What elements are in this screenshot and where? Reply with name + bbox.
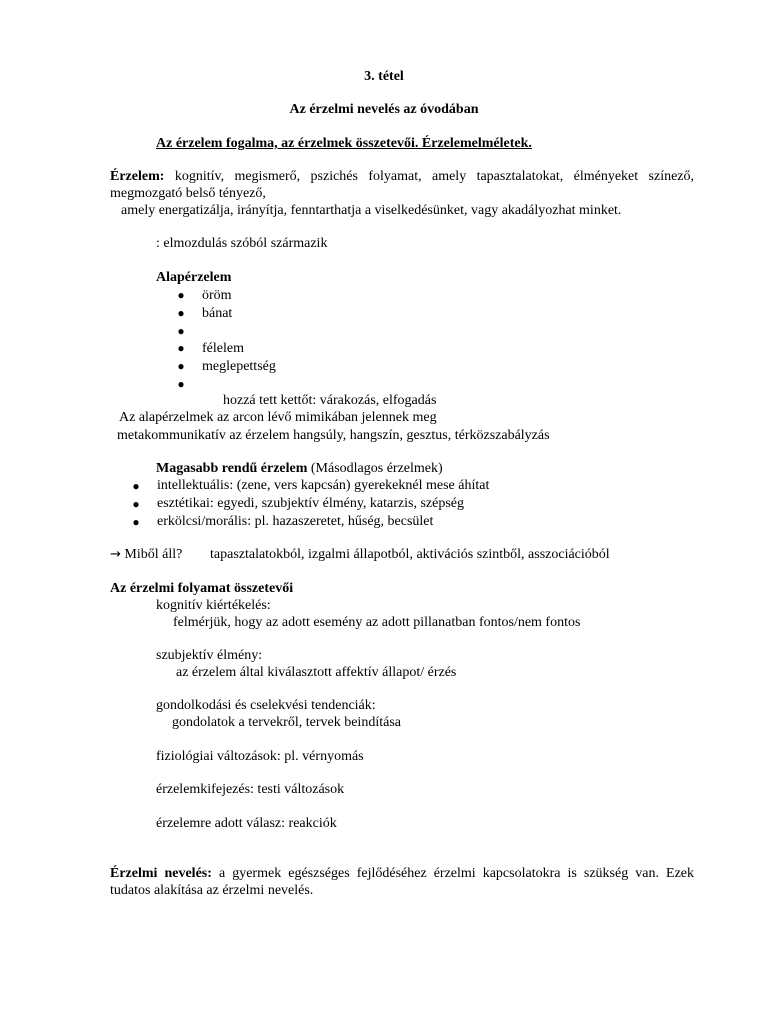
list-item: bánat (202, 306, 233, 321)
process-component: érzelemre adott válasz: reakciók (156, 816, 337, 831)
list-item: meglepettség (202, 359, 276, 374)
process-component: szubjektív élmény: (156, 648, 263, 663)
metacommunication-note: metakommunikatív az érzelem hangsúly, hangszín, gesztus, térközszabályzás (117, 428, 550, 443)
process-component: kognitív kiértékelés: (156, 598, 271, 613)
process-detail: gondolatok a tervekről, tervek beindítása (172, 715, 401, 730)
face-note: Az alapérzelmek az arcon lévő mimikában jelennek meg (119, 410, 437, 425)
bullet-icon: ● (177, 288, 185, 302)
education-text: a gyermek egészséges fejlődéséhez érzelmi kapcsolatokra is szükség van. Ezek tudatos alakítása az érzelmi nevelés. (110, 866, 695, 898)
bullet-icon: ● (132, 515, 140, 529)
list-item: félelem (202, 341, 244, 356)
added-emotions-note: hozzá tett kettőt: várakozás, elfogadás (223, 393, 437, 408)
process-heading: Az érzelmi folyamat összetevői (110, 581, 294, 596)
definition-paragraph (110, 168, 694, 202)
arrow-right-icon: → (110, 547, 121, 562)
education-term: Érzelmi nevelés: (110, 866, 212, 881)
composition-question: Miből áll? (124, 547, 183, 562)
bullet-icon: ● (177, 341, 185, 355)
list-item: intellektuális: (zene, vers kapcsán) gyerekeknél mese áhítat (157, 478, 490, 493)
process-detail: az érzelem által kiválasztott affektív állapot/ érzés (176, 665, 457, 680)
definition-line3: amely energatizálja, irányítja, fenntarthatja a viselkedésünket, vagy akadályozhat minket. (121, 203, 622, 218)
process-component: fiziológiai változások: pl. vérnyomás (156, 749, 364, 764)
item-number: 3. tétel (364, 69, 404, 84)
bullet-icon: ● (177, 324, 185, 338)
bullet-icon: ● (177, 359, 185, 373)
higher-heading-paren: (Másodlagos érzelmek) (310, 461, 443, 476)
bullet-icon: ● (132, 479, 140, 493)
list-item: erkölcsi/morális: pl. hazaszeretet, hűség, becsület (157, 514, 434, 529)
higher-heading-bold: Magasabb rendű érzelem (156, 461, 308, 476)
bullet-icon: ● (177, 306, 185, 320)
composition-line (110, 546, 182, 563)
list-item: esztétikai: egyedi, szubjektív élmény, katarzis, szépség (157, 496, 464, 511)
origin-note: : elmozdulás szóból származik (156, 236, 328, 251)
basic-emotions-heading: Alapérzelem (156, 270, 232, 285)
bullet-icon: ● (177, 377, 185, 391)
definition-term: Érzelem: (110, 169, 165, 184)
process-component: gondolkodási és cselekvési tendenciák: (156, 698, 376, 713)
section-subtitle: Az érzelem fogalma, az érzelmek összetevői. Érzelemelméletek. (156, 136, 532, 151)
higher-emotions-heading (156, 460, 443, 477)
list-item: öröm (202, 288, 232, 303)
composition-answer: tapasztalatokból, izgalmi állapotból, aktivációs szintből, asszociációból (210, 547, 610, 562)
education-paragraph (110, 865, 694, 899)
process-detail: felmérjük, hogy az adott esemény az adott pillanatban fontos/nem fontos (173, 615, 581, 630)
page-title: Az érzelmi nevelés az óvodában (289, 102, 479, 117)
process-component: érzelemkifejezés: testi változások (156, 782, 345, 797)
bullet-icon: ● (132, 497, 140, 511)
definition-text: kognitív, megismerő, pszichés folyamat, amely tapasztalatokat, élményeket színező, megmozgató belső tényező, (110, 169, 695, 201)
